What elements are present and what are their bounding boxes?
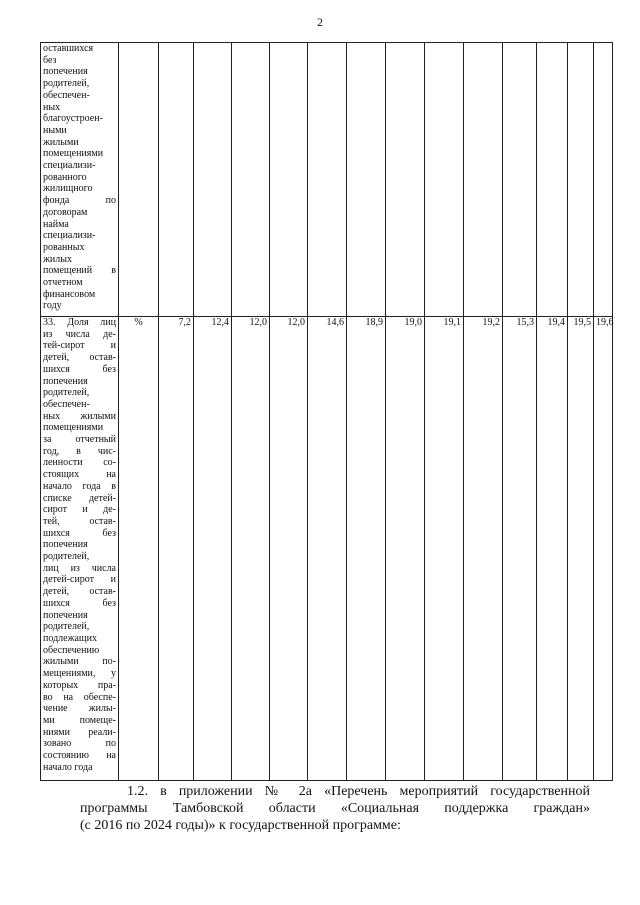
indicator-label-line: сирот и де-	[43, 504, 116, 516]
indicator-label-line: оставшихся	[43, 43, 94, 54]
page-number: 2	[317, 15, 323, 29]
indicator-label-line: помещений в	[43, 265, 116, 277]
indicator-label-line: попечения	[43, 539, 88, 551]
indicator-label-line: родителей,	[43, 387, 90, 399]
indicator-label-line: стоящих на	[43, 469, 116, 481]
value-cell: 19,1	[425, 317, 464, 781]
value-cell	[194, 43, 232, 317]
indicator-label-line: отчетном	[43, 277, 83, 289]
indicator-label-line: шихся без	[43, 597, 116, 609]
table-row	[41, 317, 613, 781]
indicator-label-line: детей-сирот и	[43, 574, 116, 586]
indicator-label-cell	[41, 317, 119, 781]
value-cell: 12,0	[270, 317, 308, 781]
indicator-label-line: год, в чис-	[43, 445, 116, 457]
indicator-label-line: рованного	[43, 171, 87, 183]
value-cell	[503, 43, 537, 317]
indicator-label-line: попечения	[43, 609, 88, 621]
indicator-label-line: детей, остав-	[43, 352, 116, 364]
indicator-label-line: без	[43, 54, 57, 66]
indicator-label-line: зовано по	[43, 738, 116, 750]
indicator-label-line: состоянию на	[43, 750, 116, 762]
indicator-label-line: специализи-	[43, 160, 96, 172]
indicator-label-line: которых пра-	[43, 679, 116, 691]
unit-cell	[119, 43, 159, 317]
value-cell	[232, 43, 270, 317]
value-cell: 19,4	[537, 317, 568, 781]
value-cell: 15,3	[503, 317, 537, 781]
footer-paragraph	[80, 783, 590, 834]
indicator-label-line: из числа де-	[43, 328, 116, 340]
value-cell: 7,2	[159, 317, 194, 781]
indicator-label-line: помещениями	[43, 148, 104, 160]
indicators-table	[40, 42, 613, 781]
indicator-label-line: родителей,	[43, 78, 90, 90]
indicator-label-line: ленности со-	[43, 457, 116, 469]
indicator-label-line: жилых	[43, 253, 72, 265]
value-cell	[386, 43, 425, 317]
indicator-label-line: обеспечению	[43, 644, 100, 656]
value-cell: 12,4	[194, 317, 232, 781]
indicator-label-line: тей, остав-	[43, 515, 116, 527]
indicator-label-line: финансовом	[43, 288, 96, 300]
indicator-label-line: ми помеще-	[43, 714, 116, 726]
indicator-label-line: фонда по	[43, 195, 116, 207]
indicator-label-line: жилищного	[43, 183, 93, 195]
indicator-label-line: обеспечен-	[43, 398, 90, 410]
indicator-label-line: во на обеспе-	[43, 691, 116, 703]
value-cell: 19,5	[568, 317, 594, 781]
indicator-label-line: ных	[43, 101, 61, 113]
indicator-label-line: ных жилыми	[43, 410, 116, 422]
indicator-label-line: 33. Доля лиц	[43, 317, 116, 328]
indicator-label-line: шихся без	[43, 527, 116, 539]
indicator-label-line: помещениями	[43, 422, 104, 434]
unit-cell: %	[119, 317, 159, 781]
indicator-label-line: благоустроен-	[43, 113, 103, 125]
value-cell	[308, 43, 347, 317]
indicator-label-line: ниями реали-	[43, 726, 116, 738]
indicator-label-line: детей, остав-	[43, 586, 116, 598]
value-cell: 14,6	[308, 317, 347, 781]
footer-line: программы Тамбовской области «Социальная поддержка граждан»	[80, 801, 590, 816]
indicator-label-line: чение жилы-	[43, 703, 116, 715]
indicator-label-line: году	[43, 300, 62, 312]
indicator-label-line: начало года	[43, 761, 93, 773]
indicator-label-line: шихся без	[43, 363, 116, 375]
value-cell	[568, 43, 594, 317]
indicator-label-line: специализи-	[43, 230, 96, 242]
value-cell	[425, 43, 464, 317]
indicator-label-cell	[41, 43, 119, 317]
indicator-label-line: попечения	[43, 66, 88, 78]
value-cell	[270, 43, 308, 317]
indicator-label-line: родителей,	[43, 621, 90, 633]
indicator-label-line: жилыми	[43, 136, 79, 148]
indicator-label-line: за отчетный	[43, 434, 116, 446]
indicator-label-line: тей-сирот и	[43, 340, 116, 352]
value-cell: 18,9	[347, 317, 386, 781]
value-cell: 19,2	[464, 317, 503, 781]
indicator-label-line: подлежащих	[43, 632, 97, 644]
indicator-label-line: найма	[43, 218, 69, 230]
indicator-label-line: жилыми по-	[43, 656, 116, 668]
value-cell	[594, 43, 613, 317]
indicator-label-line: лиц из числа	[43, 562, 116, 574]
indicator-label-line: договорам	[43, 206, 88, 218]
footer-line: 1.2. в приложении № 2а «Перечень мероприятий государственной	[127, 784, 590, 799]
indicator-label-line: обеспечен-	[43, 89, 90, 101]
value-cell: 19,0	[386, 317, 425, 781]
value-cell	[464, 43, 503, 317]
indicator-label-line: попечения	[43, 375, 88, 387]
value-cell	[537, 43, 568, 317]
indicator-label-line: мещениями, у	[43, 668, 116, 680]
footer-line: (с 2016 по 2024 годы)» к государственной программе:	[80, 818, 401, 833]
indicator-label-line: рованных	[43, 241, 85, 253]
indicator-label-line: ными	[43, 124, 67, 136]
indicator-label-line: списке детей-	[43, 492, 116, 504]
indicator-label-line: начало года в	[43, 480, 116, 492]
value-cell: 19,6	[594, 317, 613, 781]
value-cell	[347, 43, 386, 317]
value-cell: 12,0	[232, 317, 270, 781]
value-cell	[159, 43, 194, 317]
table-row	[41, 43, 613, 317]
indicator-label-line: родителей,	[43, 551, 90, 563]
